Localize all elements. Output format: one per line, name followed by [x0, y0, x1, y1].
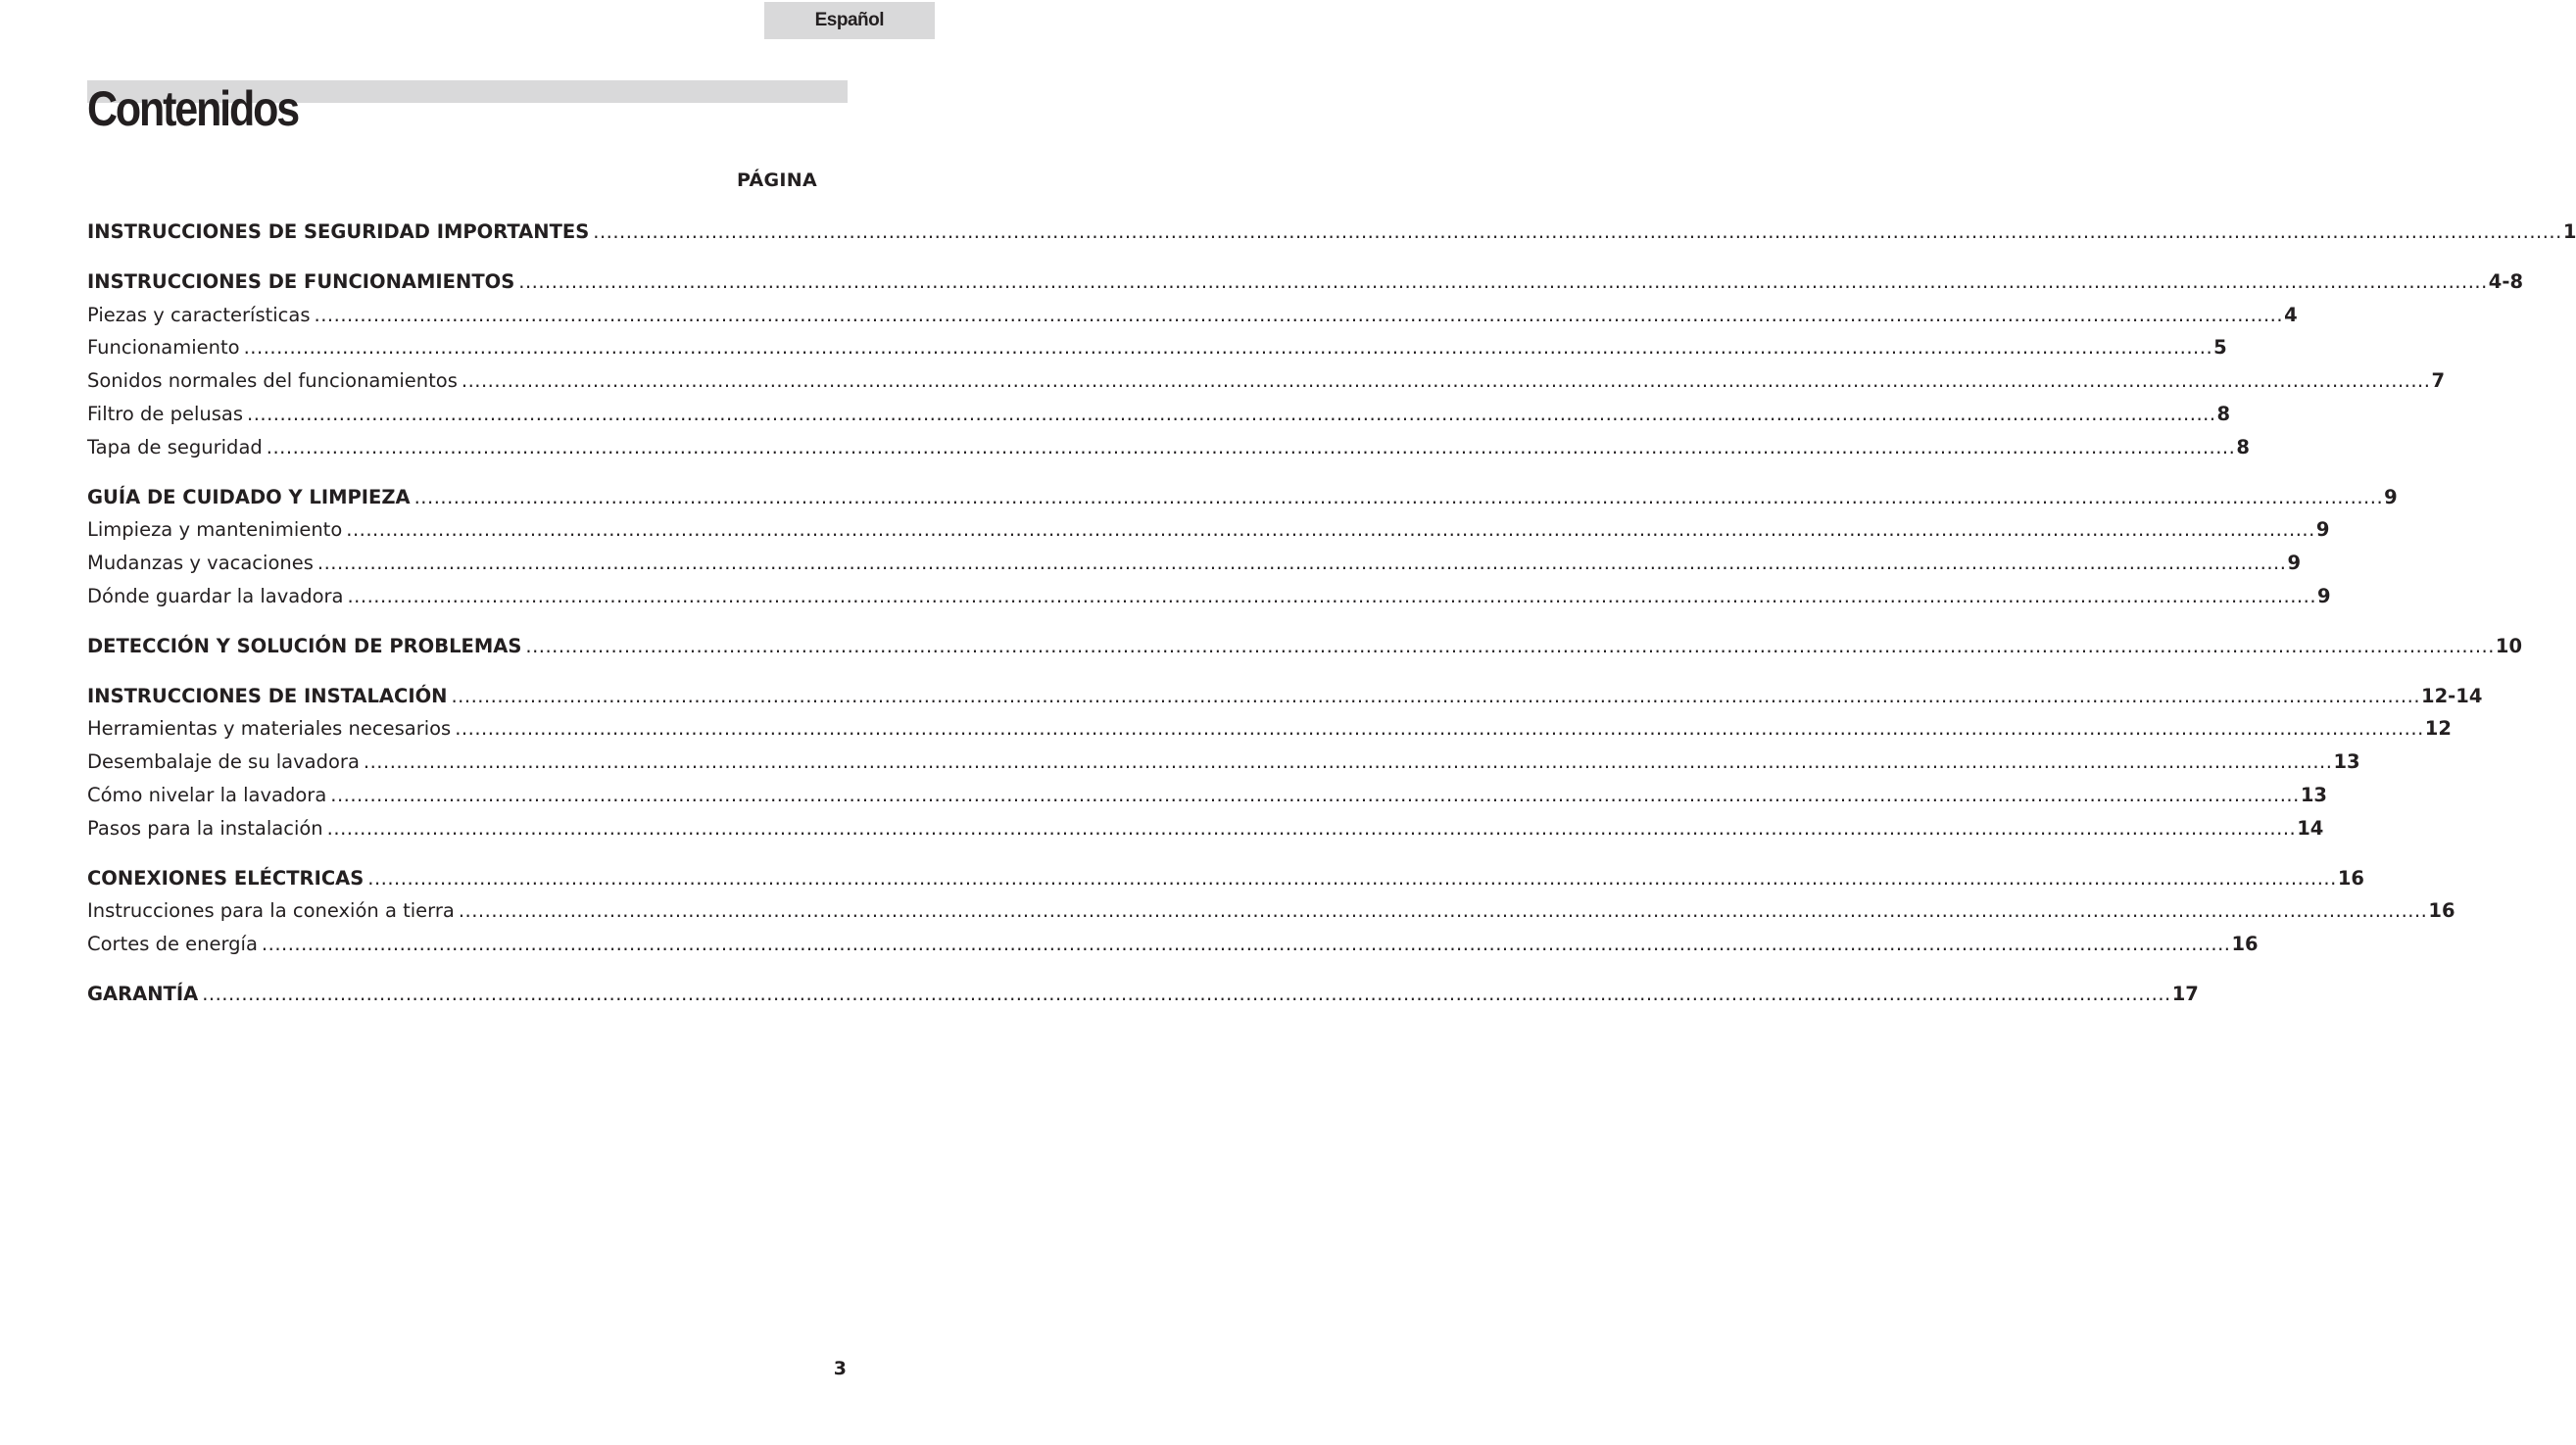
- toc-entry-page: 13: [2333, 750, 2360, 774]
- toc-entry-page: 12-14: [2421, 684, 2483, 707]
- table-of-contents: [87, 216, 2576, 1028]
- toc-section: [87, 978, 2199, 1011]
- toc-entry: [87, 779, 2327, 812]
- toc-entry-label: Pasos para la instalación: [87, 816, 323, 840]
- toc-section: [87, 630, 2523, 663]
- toc-entry-label: INSTRUCCIONES DE SEGURIDAD IMPORTANTES: [87, 220, 590, 243]
- toc-section: [87, 265, 2524, 464]
- toc-section-heading: [87, 680, 2483, 713]
- toc-section: [87, 680, 2483, 845]
- dot-leader: ............................................................................................................................................................................................................................................................................................................: [593, 220, 2562, 243]
- dot-leader: ............................................................................................................................................................................................................................................................................................................: [266, 435, 2236, 458]
- dot-leader: ............................................................................................................................................................................................................................................................................................................: [367, 866, 2337, 890]
- toc-entry-label: Filtro de pelusas: [87, 402, 243, 425]
- toc-entry-page: 16: [2337, 866, 2364, 890]
- toc-entry-page: 8: [2216, 402, 2231, 425]
- toc-entry-page: 9: [2384, 485, 2398, 508]
- toc-entry-page: 7: [2431, 369, 2446, 393]
- toc-entry: [87, 812, 2324, 845]
- toc-entry-label: INSTRUCCIONES DE INSTALACIÓN: [87, 684, 448, 707]
- toc-entry-page: 14: [2297, 816, 2324, 840]
- toc-entry-label: Desembalaje de su lavadora: [87, 750, 360, 774]
- toc-entry-page: 10: [2495, 634, 2523, 657]
- dot-leader: ............................................................................................................................................................................................................................................................................................................: [202, 982, 2171, 1005]
- toc-entry-page: 9: [2287, 552, 2302, 575]
- toc-entry-label: Limpieza y mantenimiento: [87, 518, 343, 542]
- toc-entry-label: Cómo nivelar la lavadora: [87, 783, 327, 806]
- dot-leader: ............................................................................................................................................................................................................................................................................................................: [451, 684, 2421, 707]
- toc-entry-label: DETECCIÓN Y SOLUCIÓN DE PROBLEMAS: [87, 634, 522, 657]
- toc-entry: [87, 364, 2446, 398]
- dot-leader: ............................................................................................................................................................................................................................................................................................................: [247, 402, 2216, 425]
- toc-entry-label: Dónde guardar la lavadora: [87, 584, 344, 607]
- dot-leader: ............................................................................................................................................................................................................................................................................................................: [243, 336, 2213, 360]
- toc-entry-label: GUÍA DE CUIDADO Y LIMPIEZA: [87, 485, 411, 508]
- dot-leader: ............................................................................................................................................................................................................................................................................................................: [330, 783, 2300, 806]
- toc-entry-page: 8: [2236, 435, 2250, 458]
- dot-leader: ............................................................................................................................................................................................................................................................................................................: [314, 303, 2284, 326]
- dot-leader: ............................................................................................................................................................................................................................................................................................................: [525, 634, 2495, 657]
- toc-entry: [87, 398, 2231, 431]
- toc-entry-label: CONEXIONES ELÉCTRICAS: [87, 866, 365, 890]
- toc-entry-label: INSTRUCCIONES DE FUNCIONAMIENTOS: [87, 269, 515, 293]
- dot-leader: ............................................................................................................................................................................................................................................................................................................: [455, 717, 2424, 741]
- language-label: Español: [814, 10, 884, 30]
- toc-section: [87, 862, 2455, 961]
- toc-section: [87, 216, 2576, 249]
- toc-entry: [87, 513, 2330, 547]
- toc-entry-page: 9: [2315, 518, 2330, 542]
- toc-entry: [87, 580, 2331, 613]
- dot-leader: ............................................................................................................................................................................................................................................................................................................: [413, 485, 2384, 508]
- page-title: Contenidos: [87, 81, 298, 136]
- dot-leader: ............................................................................................................................................................................................................................................................................................................: [347, 584, 2317, 607]
- page-number: 3: [833, 1358, 847, 1379]
- toc-section-heading: [87, 481, 2398, 514]
- dot-leader: ............................................................................................................................................................................................................................................................................................................: [458, 899, 2428, 923]
- dot-leader: ............................................................................................................................................................................................................................................................................................................: [363, 750, 2333, 774]
- toc-entry-page: 1: [2562, 220, 2576, 243]
- dot-leader: ............................................................................................................................................................................................................................................................................................................: [316, 552, 2287, 575]
- page-column-header: PÁGINA: [737, 169, 817, 191]
- toc-entry-label: Piezas y características: [87, 303, 311, 326]
- toc-section-heading: [87, 216, 2576, 249]
- toc-entry-label: Instrucciones para la conexión a tierra: [87, 899, 455, 923]
- dot-leader: ............................................................................................................................................................................................................................................................................................................: [346, 518, 2315, 542]
- dot-leader: ............................................................................................................................................................................................................................................................................................................: [261, 933, 2231, 956]
- toc-entry-label: Herramientas y materiales necesarios: [87, 717, 452, 741]
- toc-entry-label: Tapa de seguridad: [87, 435, 263, 458]
- toc-entry: [87, 431, 2250, 464]
- toc-entry-page: 16: [2231, 933, 2259, 956]
- dot-leader: ............................................................................................................................................................................................................................................................................................................: [326, 816, 2297, 840]
- toc-entry-page: 13: [2300, 783, 2327, 806]
- toc-entry: [87, 928, 2259, 961]
- language-tab: [764, 2, 935, 39]
- toc-entry: [87, 331, 2227, 364]
- toc-entry-page: 4: [2284, 303, 2298, 326]
- toc-entry-page: 17: [2171, 982, 2199, 1005]
- toc-entry: [87, 547, 2302, 580]
- toc-section-heading: [87, 862, 2364, 895]
- toc-entry-label: GARANTÍA: [87, 982, 199, 1005]
- toc-entry-label: Sonidos normales del funcionamientos: [87, 369, 458, 393]
- toc-entry-page: 12: [2424, 717, 2452, 741]
- toc-entry-page: 5: [2213, 336, 2227, 360]
- toc-section-heading: [87, 265, 2524, 299]
- toc-entry-label: Mudanzas y vacaciones: [87, 552, 314, 575]
- toc-entry-label: Funcionamiento: [87, 336, 240, 360]
- toc-entry: [87, 894, 2455, 928]
- toc-entry-page: 4-8: [2488, 269, 2524, 293]
- toc-entry: [87, 299, 2298, 332]
- dot-leader: ............................................................................................................................................................................................................................................................................................................: [518, 269, 2488, 293]
- toc-entry: [87, 746, 2360, 779]
- toc-entry: [87, 712, 2452, 746]
- toc-section-heading: [87, 630, 2523, 663]
- dot-leader: ............................................................................................................................................................................................................................................................................................................: [461, 369, 2431, 393]
- toc-entry-page: 16: [2428, 899, 2455, 923]
- toc-section-heading: [87, 978, 2199, 1011]
- toc-entry-page: 9: [2317, 584, 2331, 607]
- toc-entry-label: Cortes de energía: [87, 933, 258, 956]
- toc-section: [87, 481, 2398, 613]
